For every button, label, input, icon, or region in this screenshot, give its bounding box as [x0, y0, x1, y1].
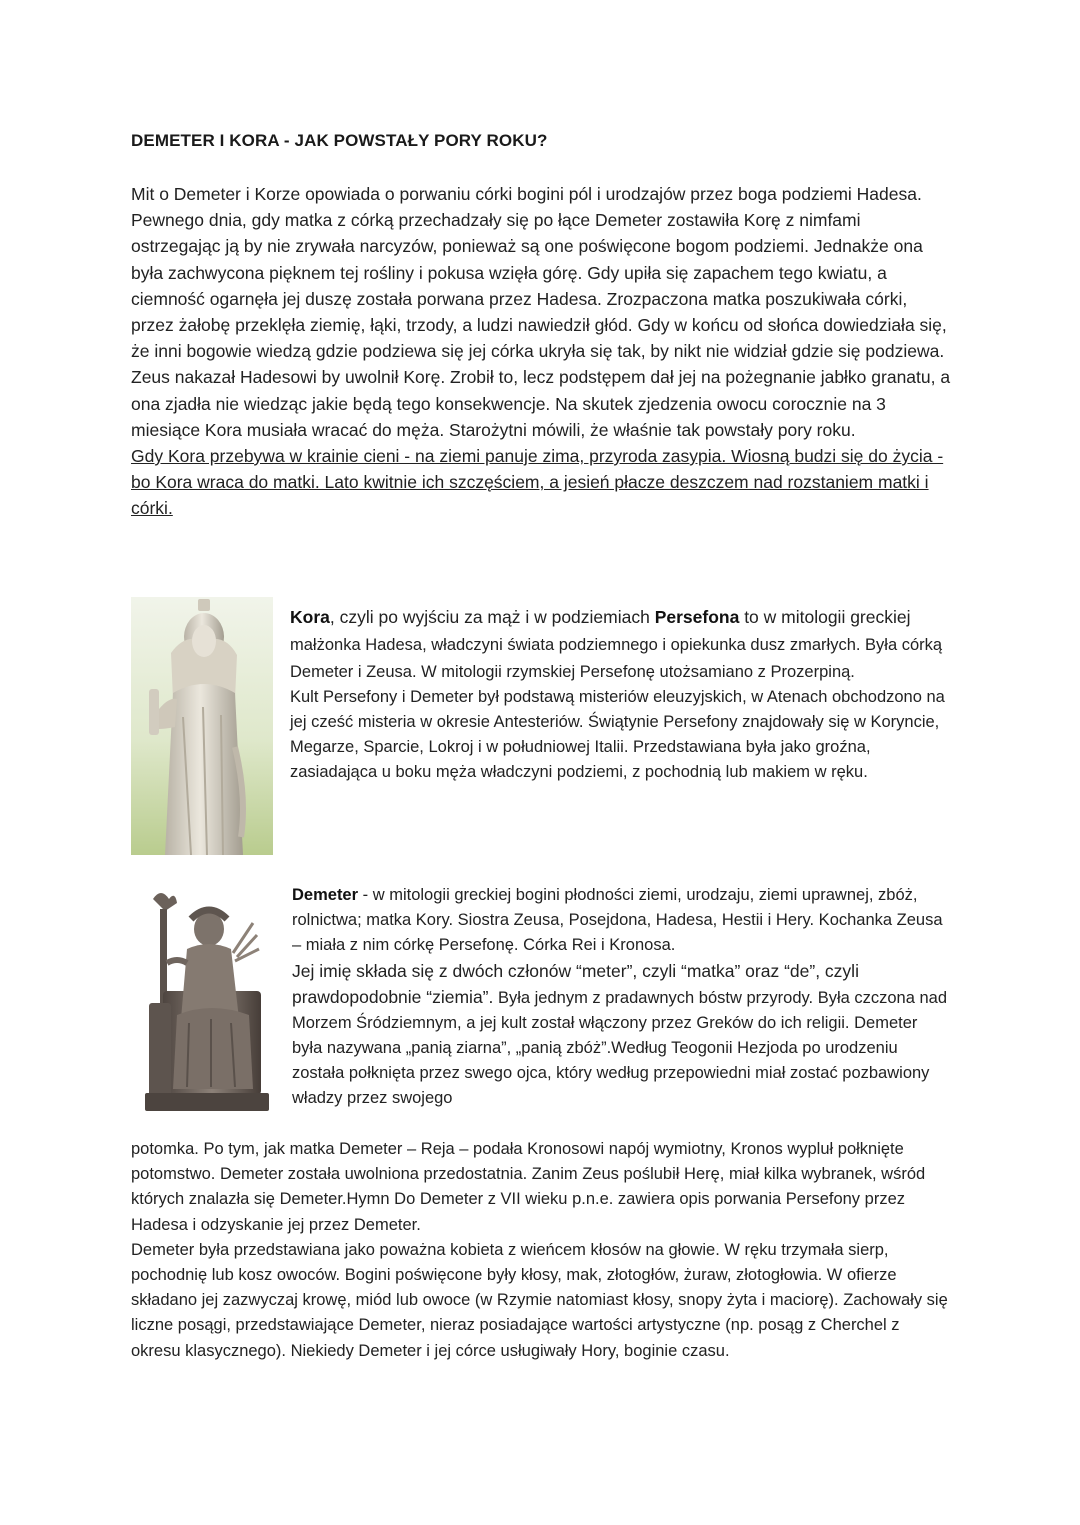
kora-lead: Kora, czyli po wyjściu za mąż i w podziemiach Persefona to w mitologii greckiej małżonka Hadesa, władczyni świata podziemnego i opiekunka dusz zmarłych. Była córką Demeter i Zeusa. W mitologii rzymskiej Persefonę utożsamiano z Prozerpiną. [290, 607, 943, 681]
demeter-depiction-paragraph: Demeter była przedstawiana jako poważna kobieta z wieńcem kłosów na głowie. W ręku trzymała sierp, pochodnię lub kosz owoców. Bogini poświęcone były kłosy, mak, złotogłów, żuraw, złotogłowia. W ofierze składano jej zazwyczaj krowę, miód lub owoce (w Rzymie natomiast kłosy, snopy żyta i maciorę). Zachowały się liczne posągi, przedstawiające Demeter, nieraz posiadające wartości artystyczne (np. posąg z Cherchel z okresu klasycznego). Niekiedy Demeter i jej córce usługiwały Hory, boginie czasu. [131, 1240, 948, 1360]
intro-paragraph [131, 181, 951, 522]
kora-name: Kora [290, 607, 330, 627]
page-title: DEMETER I KORA - JAK POWSTAŁY PORY ROKU? [131, 131, 548, 150]
persefona-name: Persefona [654, 607, 740, 627]
intro-text: Mit o Demeter i Korze opowiada o porwaniu córki bogini pól i urodzajów przez boga podziemi Hadesa. Pewnego dnia, gdy matka z córką przechadzały się po łące Demeter zostawiła Korę z nimfami ostrzegając ją by nie zrywała narcyzów, ponieważ są one poświęcone bogom podziemi. Jednakże ona była zachwycona pięknem tej rośliny i pokusa wzięła górę. Gdy upiła się zapachem tego kwiatu, a ciemność ogarnęła jej duszę została porwana przez Hadesa. Zrozpaczona matka poszukiwała córki, przez żałobę przeklęła ziemię, łąki, trzody, a ludzi nawiedził głód. Gdy w końcu od słońca dowiedziała się, że inni bogowie wiedzą gdzie podziewa się jej córka ukryła się tak, by nikt nie widział gdzie się podziewa. Zeus nakazał Hadesowi by uwolnił Korę. Zrobił to, lecz podstępem dał jej na pożegnanie jabłko granatu, a ona zjadła nie wiedząc jakie będą tego konsekwencje. Na skutek zjedzenia owocu corocznie na 3 miesiące Kora musiała wracać do męża. Starożytni mówili, że właśnie tak powstały pory roku. [131, 184, 951, 440]
intro-underlined-text: Gdy Kora przebywa w krainie cieni - na ziemi panuje zima, przyroda zasypia. Wiosną budzi się do życia - bo Kora wraca do matki. Lato kwitnie ich szczęściem, a jesień płacze deszczem nad rozstaniem matki i córki. [131, 446, 944, 519]
demeter-history-paragraph: potomka. Po tym, jak matka Demeter – Reja – podała Kronosowi napój wymiotny, Kronos wypluł połknięte potomstwo. Demeter została uwolniona przedostatnia. Zanim Zeus poślubił Herę, miał kilka wybranek, wśród których znalazła się Demeter.Hymn Do Demeter z VII wieku p.n.e. zawiera opis porwania Persefony przez Hadesa i odzyskanie jej przez Demeter. [131, 1140, 926, 1234]
persephone-statue-image [131, 597, 273, 855]
demeter-intro-paragraph: Demeter - w mitologii greckiej bogini płodności ziemi, urodzaju, ziemi uprawnej, zbóż, rolnictwa; matka Kory. Siostra Zeusa, Posejdona, Hadesa, Hestii i Hery. Kochanka Zeusa – miała z nim córkę Persefonę. Córka Rei i Kronosa. [292, 886, 943, 954]
demeter-section [292, 883, 952, 1111]
kora-section [290, 604, 950, 785]
demeter-name-paragraph: Jej imię składa się z dwóch członów “meter”, czyli “matka” oraz “de”, czyli prawdopodobnie “ziemia”. Była jednym z pradawnych bóstw przyrody. Była czczona nad Morzem Śródziemnym, a jej kult został włączony przez Greków do ich religii. Demeter była nazywana „panią ziarna”, „panią zbóż”.Według Teogonii Hezjoda po urodzeniu została połknięta przez swego ojca, który według przepowiedni miał zostać pozbawiony władzy przez swojego [292, 961, 948, 1107]
intro-section [131, 181, 951, 522]
demeter-statue-image [131, 883, 273, 1115]
demeter-name: Demeter [292, 886, 359, 904]
demeter-continued-section [131, 1137, 951, 1364]
kora-cult-paragraph: Kult Persefony i Demeter był podstawą misteriów eleuzyjskich, w Atenach obchodzono na jej cześć misteria w okresie Antesteriów. Świątynie Persefony znajdowały się w Koryncie, Megarze, Sparcie, Lokroj i w południowej Italii. Przedstawiana była jako groźna, zasiadająca u boku męża władczyni podziemi, z pochodnią lub makiem w ręku. [290, 688, 945, 781]
